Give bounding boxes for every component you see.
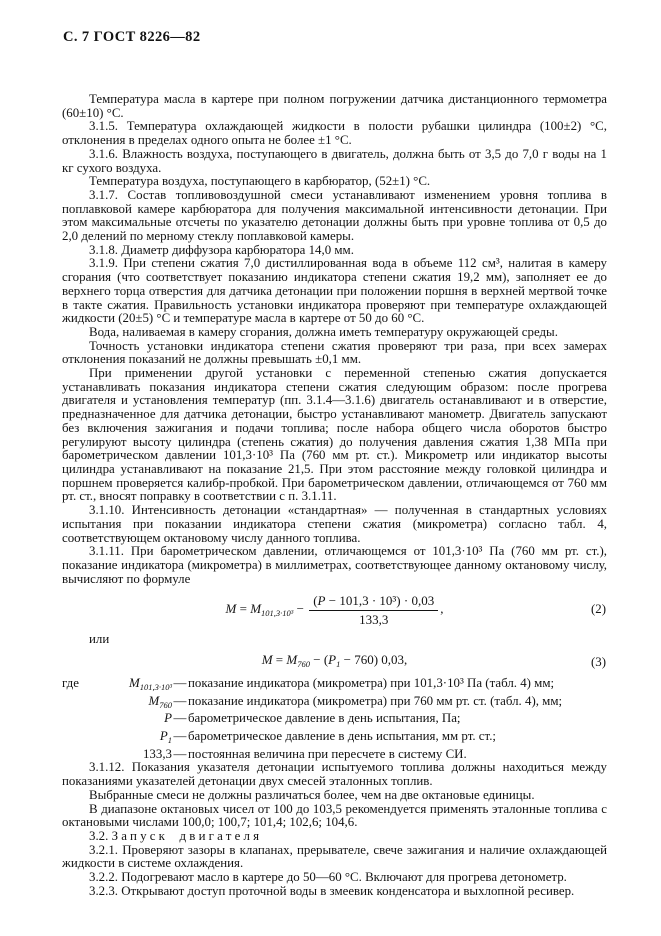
equation-number-3: (3) — [590, 654, 606, 669]
paragraph-accuracy: Точность установки индикатора степени сжатия проверяют три раза, при всех замерах отклонения показаний не должны превышать ±0,1 мм. — [62, 338, 607, 367]
definition-dash: — — [173, 729, 187, 744]
paragraph-3-1-10: 3.1.10. Интенсивность детонации «стандартная» — полученная в стандартных условиях испытания при показании индикатора степени сжатия (микрометра) согласно табл. 4, соответствующем октановому числу данного топлива. — [62, 503, 607, 545]
formula-operator: = — [236, 601, 251, 617]
paragraph-mixtures: Выбранные смеси не должны различаться более, чем на две октановые единицы. — [89, 787, 535, 802]
formula-text: − 101,3 · 10³) · 0,03 — [325, 593, 435, 609]
formula-var: P — [164, 711, 172, 726]
definition-prefix: где — [62, 675, 79, 690]
definition-dash: — — [173, 746, 187, 761]
document-body — [62, 93, 607, 898]
formula-subscript: 101,3·10³ — [139, 681, 172, 692]
definition-prefix — [62, 748, 90, 762]
formula-var: P — [328, 652, 337, 668]
definition-prefix — [62, 712, 90, 730]
formula-text: ( — [313, 593, 318, 609]
paragraph-3-1-9: 3.1.9. При степени сжатия 7,0 дистиллированная вода в объеме 112 см³, налитая в камеру сгорания (что соответствует показанию индикатора степени сжатия 19,2 мм), заполняет ее до верхнего торца отверстия для датчика детонации при положении поршня в верхней мертвой точке в такте сжатия. Правильность установки индикатора проверяют при температуре охлаждающей жидкости (20±5) °С и температуре масла в картере от 50 до 60 °С. — [62, 256, 607, 326]
formula-text: , — [440, 601, 444, 617]
paragraph-other-unit: При применении другой установки с переменной степенью сжатия допускается устанавливать показания индикатора степени сжатия следующим образом: после прогрева двигателя и установления температур (пп. 3.1.4—3.1.6) двигатель останавливают и в отверстие, предназначенное для датчика детонации, быстро устанавливают манометр. Двигатель запускают без включения зажигания и подачи топлива; после набора общего числа оборотов быстро регулируют высоту цилиндра (степень сжатия) до получения давления сжатия 1,38 МПа при барометрическом давлении 101,3·10³ Па (760 мм рт. ст.). Микрометр или индикатор высоты цилиндра устанавливают на показание 21,5. При этом расстояние между головкой цилиндра и поршнем проверяется калибр-пробкой. При барометрическом давлении, отличающемся от 760 мм рт. ст., вносят поправку в соответствии с п. 3.1.11. — [62, 366, 607, 504]
formula-3-row — [62, 653, 607, 672]
formula-var: M — [128, 675, 140, 690]
formula-var: M — [225, 601, 237, 617]
definition-term: 133,3 — [142, 746, 172, 761]
formula-var: M — [286, 652, 298, 668]
paragraph-3-1-12: 3.1.12. Показания указателя детонации испытуемого топлива должны находиться между показаниями указателей детонации двух смесей эталонных топлив. — [62, 760, 607, 789]
paragraph-3-2-3: 3.2.3. Открывают доступ проточной воды в змеевик конденсатора и выхлопной ресивер. — [89, 883, 575, 898]
definition-dash: — — [173, 711, 187, 726]
formula-operator: = — [272, 652, 287, 668]
definition-text: барометрическое давление в день испытания, Па; — [188, 711, 461, 726]
paragraph-oil-temperature: Температура масла в картере при полном погружении датчика дистанционного термометра (60±10) °С. — [62, 92, 607, 120]
formula-var: P — [159, 729, 168, 744]
definition-text: показание индикатора (микрометра) при 760 мм рт. ст. (табл. 4), мм; — [188, 693, 563, 708]
formula-text: − 760) 0,03, — [340, 652, 408, 668]
definition-term — [90, 730, 172, 748]
definition-row-m101 — [62, 677, 607, 695]
definition-prefix — [62, 695, 90, 713]
formula-subscript: 101,3·10³ — [261, 608, 294, 619]
definition-prefix — [62, 730, 90, 748]
definition-text: барометрическое давление в день испытания, мм рт. ст.; — [188, 729, 496, 744]
formula-var: M — [250, 601, 262, 617]
paragraph-3-1-6: 3.1.6. Влажность воздуха, поступающего в двигатель, должна быть от 3,5 до 7,0 г воды на 1 кг сухого воздуха. — [62, 146, 607, 175]
definition-row-m760 — [62, 695, 607, 713]
formula-var: M — [261, 652, 273, 668]
paragraph-3-1-7: 3.1.7. Состав топливовоздушной смеси устанавливают изменением уровня топлива в поплавковой камере карбюратора для получения максимальной интенсивности детонации. При этом максимальные отсчеты по указателю детонации должны быть при уровне топлива от 0,5 до 2,0 делений по мерному стеклу поплавковой камеры. — [62, 187, 607, 244]
formula-operator: − — [293, 601, 308, 617]
paragraph-3-2-1: 3.2.1. Проверяют зазоры в клапанах, прерывателе, свече зажигания и наличие охлаждающей жидкости в системе охлаждения. — [62, 842, 607, 871]
definition-term — [90, 695, 172, 713]
definition-dash: — — [173, 675, 187, 690]
paragraph-water: Вода, наливаемая в камеру сгорания, должна иметь температуру окружающей среды. — [89, 324, 558, 339]
paragraph-air-temperature: Температура воздуха, поступающего в карбюратор, (52±1) °С. — [89, 174, 431, 189]
formula-var: M — [148, 693, 160, 708]
paragraph-3-1-11: 3.1.11. При барометрическом давлении, отличающемся от 101,3·10³ Па (760 мм рт. ст.), показание индикатора (микрометра) в миллиметрах, соответствующее данному октановому числу, вычисляют по формуле — [62, 544, 607, 586]
heading-text: Запуск двигателя — [111, 828, 263, 843]
definition-row-constant — [62, 748, 607, 762]
heading-number: 3.2. — [89, 828, 109, 843]
formula-subscript: 760 — [297, 659, 310, 670]
formula-3-expression — [262, 653, 408, 672]
paragraph-or: или — [89, 631, 110, 646]
formula-subscript: 1 — [167, 735, 172, 746]
formula-subscript: 760 — [159, 699, 172, 710]
formula-fraction — [309, 593, 438, 627]
formula-2-row — [62, 593, 607, 627]
paragraph-3-1-5: 3.1.5. Температура охлаждающей жидкости в полости рубашки цилиндра (100±2) °С, отклонения в пределах одного опыта не более ±1 °С. — [62, 119, 607, 148]
definition-text: постоянная величина при пересчете в систему СИ. — [188, 746, 467, 761]
formula-operator: − ( — [309, 652, 329, 668]
definition-row-p1 — [62, 730, 607, 748]
formula-var: P — [317, 593, 326, 609]
definition-text: показание индикатора (микрометра) при 101,3·10³ Па (табл. 4) мм; — [188, 675, 555, 690]
definition-term — [90, 712, 172, 730]
definition-term — [90, 677, 172, 695]
formula-2-expression — [226, 593, 444, 627]
fraction-numerator — [309, 593, 438, 611]
fraction-denominator: 133,3 — [359, 611, 389, 627]
formula-subscript: 1 — [336, 659, 341, 670]
equation-number-2: (2) — [590, 602, 606, 617]
definition-row-p — [62, 712, 607, 730]
page-header: С. 7 ГОСТ 8226—82 — [63, 29, 201, 45]
heading-3-2-engine-start — [62, 830, 607, 844]
paragraph-3-2-2: 3.2.2. Подогревают масло в картере до 50—60 °С. Включают для прогрева детонометр. — [89, 870, 567, 885]
definition-dash: — — [173, 693, 187, 708]
paragraph-octane-range: В диапазоне октановых чисел от 100 до 103,5 рекомендуется применять эталонные топлива с октановыми числами 100,0; 100,7; 101,4; 102,6; 104,6. — [62, 801, 607, 830]
paragraph-3-1-8: 3.1.8. Диаметр диффузора карбюратора 14,0 мм. — [89, 242, 354, 257]
